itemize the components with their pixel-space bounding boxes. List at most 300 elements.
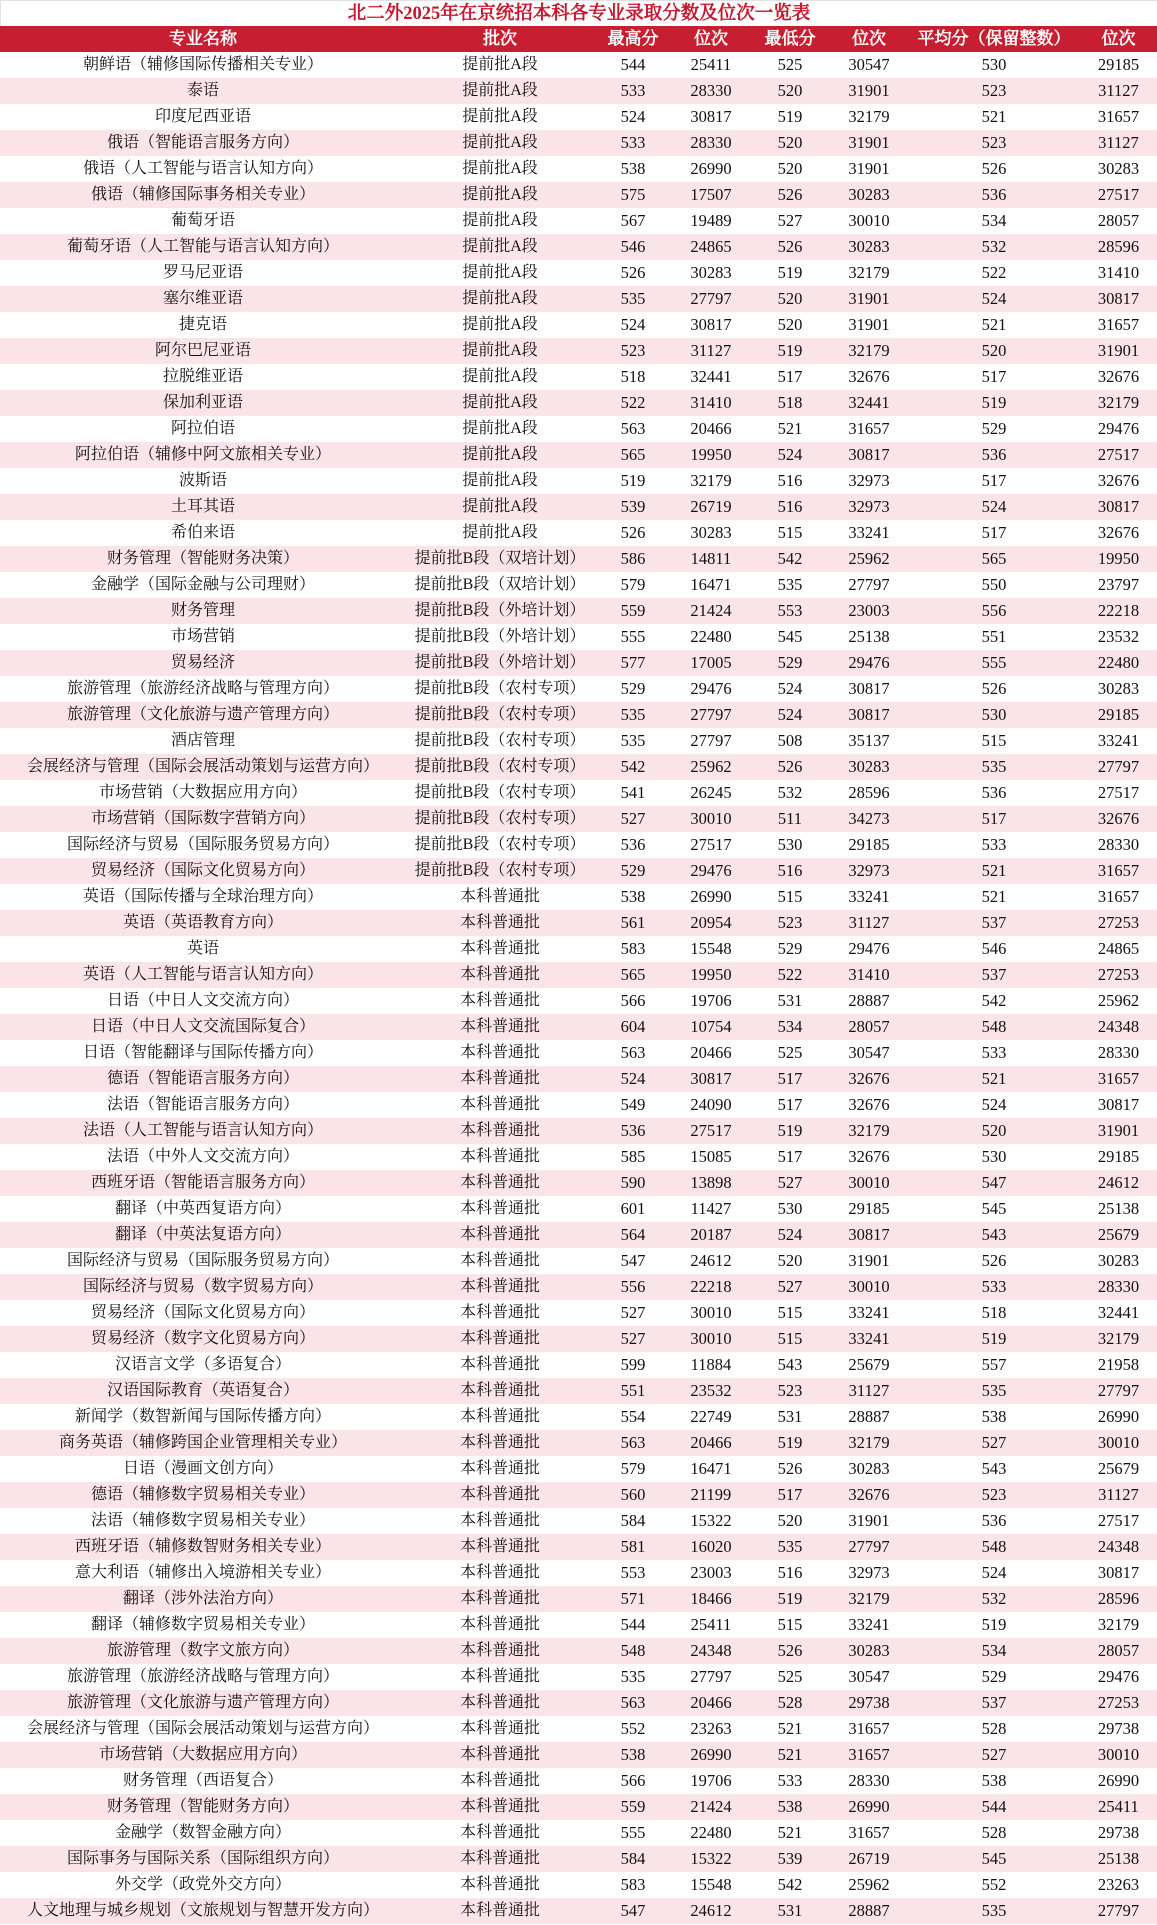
cell-major: 保加利亚语 [162, 394, 243, 411]
cell-avg-score: 545 [981, 1849, 1007, 1868]
cell-major: 印度尼西亚语 [154, 108, 251, 125]
cell-max-score: 566 [620, 1771, 646, 1790]
cell-max-score: 542 [620, 757, 646, 776]
cell-min-score: 519 [777, 1433, 803, 1452]
cell-min-score: 516 [777, 497, 803, 516]
table-row [0, 1846, 1157, 1872]
table-row [0, 338, 1157, 364]
page-title: 北二外2025年在京统招本科各专业录取分数及位次一览表 [0, 0, 1157, 26]
cell-min-score: 530 [777, 835, 803, 854]
cell-max-rank: 22749 [690, 1407, 732, 1426]
table-row [0, 624, 1157, 650]
cell-batch: 提前批A段 [462, 160, 538, 177]
cell-avg-score: 533 [981, 1277, 1007, 1296]
cell-avg-score: 535 [981, 1381, 1007, 1400]
cell-major: 法语（智能语言服务方向） [106, 1096, 299, 1113]
cell-batch: 本科普通批 [459, 1564, 540, 1581]
cell-avg-rank: 31657 [1097, 315, 1140, 334]
cell-avg-score: 521 [981, 315, 1007, 334]
cell-min-rank: 30817 [848, 705, 890, 724]
cell-max-rank: 25962 [690, 757, 732, 776]
cell-avg-rank: 24348 [1097, 1537, 1140, 1556]
cell-max-rank: 27797 [690, 289, 732, 308]
column-header-major: 专业名称 [169, 29, 237, 48]
cell-max-rank: 16471 [690, 575, 732, 594]
cell-batch: 提前批B段（农村专项） [414, 680, 586, 697]
cell-min-rank: 29738 [848, 1693, 890, 1712]
cell-major: 拉脱维亚语 [162, 368, 243, 385]
cell-batch: 本科普通批 [459, 1408, 540, 1425]
cell-max-rank: 20466 [690, 419, 732, 438]
cell-avg-rank: 29476 [1097, 419, 1140, 438]
cell-avg-rank: 28330 [1097, 1043, 1140, 1062]
cell-avg-rank: 29738 [1097, 1719, 1140, 1738]
cell-max-score: 519 [620, 471, 646, 490]
cell-min-score: 533 [777, 1771, 803, 1790]
cell-avg-rank: 31657 [1097, 887, 1140, 906]
cell-avg-score: 551 [981, 627, 1007, 646]
cell-avg-rank: 19950 [1097, 549, 1140, 568]
cell-max-score: 547 [620, 1901, 646, 1920]
cell-max-score: 535 [620, 1667, 646, 1686]
cell-batch: 提前批B段（外培计划） [414, 602, 586, 619]
table-row [0, 832, 1157, 858]
cell-max-score: 563 [620, 419, 646, 438]
table-row [0, 390, 1157, 416]
cell-batch: 本科普通批 [459, 1018, 540, 1035]
cell-min-rank: 32973 [848, 1563, 890, 1582]
cell-batch: 本科普通批 [459, 1746, 540, 1763]
cell-min-rank: 31901 [848, 315, 890, 334]
cell-avg-score: 565 [981, 549, 1007, 568]
table-row [0, 234, 1157, 260]
cell-major: 旅游管理（旅游经济战略与管理方向） [66, 1668, 339, 1685]
cell-avg-rank: 28596 [1097, 1589, 1140, 1608]
table-row [0, 260, 1157, 286]
cell-min-score: 519 [777, 107, 803, 126]
cell-min-rank: 32676 [848, 1147, 890, 1166]
cell-batch: 提前批B段（农村专项） [414, 810, 586, 827]
cell-avg-score: 548 [981, 1017, 1007, 1036]
cell-avg-score: 521 [981, 107, 1007, 126]
cell-max-rank: 27797 [690, 1667, 732, 1686]
cell-batch: 提前批A段 [462, 238, 538, 255]
cell-avg-score: 534 [981, 1641, 1007, 1660]
table-row [0, 1560, 1157, 1586]
cell-min-rank: 32676 [848, 1069, 890, 1088]
cell-major: 塞尔维亚语 [162, 290, 243, 307]
table-row [0, 962, 1157, 988]
cell-max-rank: 30817 [690, 315, 732, 334]
table-row [0, 208, 1157, 234]
cell-avg-score: 528 [981, 1719, 1007, 1738]
table-row [0, 1872, 1157, 1898]
cell-min-score: 519 [777, 341, 803, 360]
column-header-max-score: 最高分 [607, 29, 659, 48]
cell-major: 罗马尼亚语 [162, 264, 243, 281]
table-row [0, 1066, 1157, 1092]
cell-min-score: 539 [777, 1849, 803, 1868]
cell-batch: 本科普通批 [459, 1356, 540, 1373]
cell-min-rank: 31901 [848, 1511, 890, 1530]
cell-major: 西班牙语（辅修数智财务相关专业） [74, 1538, 331, 1555]
cell-major: 国际经济与贸易（国际服务贸易方向） [66, 836, 339, 853]
cell-max-rank: 13898 [690, 1173, 732, 1192]
cell-max-score: 571 [620, 1589, 646, 1608]
table-row [0, 1326, 1157, 1352]
table-row [0, 52, 1157, 78]
cell-avg-rank: 28057 [1097, 1641, 1140, 1660]
cell-max-rank: 11427 [690, 1199, 732, 1218]
table-row [0, 78, 1157, 104]
cell-max-score: 604 [620, 1017, 646, 1036]
cell-major: 日语（智能翻译与国际传播方向） [82, 1044, 323, 1061]
cell-batch: 提前批B段（农村专项） [414, 784, 586, 801]
cell-major: 俄语（辅修国际事务相关专业） [90, 186, 315, 203]
cell-min-score: 542 [777, 549, 803, 568]
cell-min-rank: 26719 [848, 1849, 890, 1868]
cell-major: 波斯语 [178, 472, 227, 489]
cell-max-rank: 20466 [690, 1043, 732, 1062]
cell-batch: 提前批A段 [462, 316, 538, 333]
cell-avg-score: 517 [981, 471, 1007, 490]
cell-max-rank: 32441 [690, 367, 732, 386]
cell-batch: 本科普通批 [459, 1304, 540, 1321]
cell-major: 翻译（中英法复语方向） [114, 1226, 291, 1243]
cell-min-rank: 32179 [848, 1433, 890, 1452]
cell-max-score: 561 [620, 913, 646, 932]
cell-min-rank: 32179 [848, 107, 890, 126]
cell-avg-rank: 22480 [1097, 653, 1140, 672]
cell-avg-rank: 29476 [1097, 1667, 1140, 1686]
cell-min-score: 516 [777, 471, 803, 490]
cell-min-rank: 30283 [848, 237, 890, 256]
cell-max-rank: 30010 [690, 1329, 732, 1348]
cell-batch: 本科普通批 [459, 940, 540, 957]
cell-max-score: 586 [620, 549, 646, 568]
cell-max-score: 567 [620, 211, 646, 230]
cell-batch: 提前批B段（外培计划） [414, 628, 586, 645]
cell-min-rank: 30547 [848, 55, 890, 74]
cell-min-score: 526 [777, 185, 803, 204]
table-row [0, 1404, 1157, 1430]
cell-major: 阿拉伯语（辅修中阿文旅相关专业） [74, 446, 331, 463]
cell-major: 酒店管理 [170, 732, 235, 749]
cell-max-score: 584 [620, 1511, 646, 1530]
cell-avg-score: 524 [981, 497, 1007, 516]
cell-avg-score: 550 [981, 575, 1007, 594]
cell-min-rank: 29476 [848, 939, 890, 958]
cell-min-score: 515 [777, 1303, 803, 1322]
cell-avg-score: 515 [981, 731, 1007, 750]
cell-batch: 提前批A段 [462, 368, 538, 385]
cell-major: 法语（人工智能与语言认知方向） [82, 1122, 323, 1139]
cell-avg-rank: 26990 [1097, 1771, 1140, 1790]
cell-max-rank: 15322 [690, 1849, 732, 1868]
cell-min-rank: 32973 [848, 497, 890, 516]
cell-batch: 提前批A段 [462, 394, 538, 411]
cell-min-rank: 28596 [848, 783, 890, 802]
cell-avg-score: 536 [981, 445, 1007, 464]
table-row [0, 1742, 1157, 1768]
cell-min-rank: 28057 [848, 1017, 890, 1036]
cell-min-rank: 28887 [848, 991, 890, 1010]
table-body [0, 52, 1157, 1924]
cell-max-score: 527 [620, 809, 646, 828]
cell-batch: 本科普通批 [459, 992, 540, 1009]
cell-min-score: 522 [777, 965, 803, 984]
cell-avg-score: 556 [981, 601, 1007, 620]
table-row [0, 858, 1157, 884]
cell-major: 财务管理 [170, 602, 235, 619]
table-row [0, 884, 1157, 910]
cell-batch: 本科普通批 [459, 1382, 540, 1399]
cell-max-rank: 19950 [690, 965, 732, 984]
cell-major: 国际经济与贸易（国际服务贸易方向） [66, 1252, 339, 1269]
cell-max-score: 546 [620, 237, 646, 256]
cell-max-rank: 20954 [690, 913, 732, 932]
table-row [0, 1092, 1157, 1118]
cell-max-rank: 26719 [690, 497, 732, 516]
cell-avg-score: 543 [981, 1459, 1007, 1478]
cell-min-rank: 31901 [848, 81, 890, 100]
cell-max-rank: 27797 [690, 731, 732, 750]
cell-batch: 提前批B段（农村专项） [414, 758, 586, 775]
cell-avg-rank: 27517 [1097, 1511, 1140, 1530]
cell-avg-rank: 30817 [1097, 1563, 1140, 1582]
cell-avg-score: 532 [981, 1589, 1007, 1608]
table-row [0, 1170, 1157, 1196]
cell-min-score: 542 [777, 1875, 803, 1894]
cell-batch: 提前批A段 [462, 420, 538, 437]
cell-major: 市场营销（国际数字营销方向） [90, 810, 315, 827]
cell-min-score: 532 [777, 783, 803, 802]
cell-min-rank: 30010 [848, 211, 890, 230]
cell-major: 法语（辅修数字贸易相关专业） [90, 1512, 315, 1529]
cell-major: 国际事务与国际关系（国际组织方向） [66, 1850, 339, 1867]
cell-major: 英语（英语教育方向） [122, 914, 283, 931]
cell-max-score: 551 [620, 1381, 646, 1400]
cell-batch: 提前批B段（双培计划） [414, 576, 586, 593]
cell-max-rank: 22480 [690, 627, 732, 646]
cell-avg-score: 517 [981, 523, 1007, 542]
cell-max-score: 524 [620, 1069, 646, 1088]
cell-major: 金融学（国际金融与公司理财） [90, 576, 315, 593]
cell-max-score: 581 [620, 1537, 646, 1556]
cell-avg-score: 530 [981, 705, 1007, 724]
cell-major: 财务管理（西语复合） [122, 1772, 283, 1789]
table-header [0, 26, 1157, 52]
cell-avg-rank: 24865 [1097, 939, 1140, 958]
cell-batch: 提前批A段 [462, 342, 538, 359]
cell-avg-score: 521 [981, 861, 1007, 880]
cell-max-score: 539 [620, 497, 646, 516]
cell-min-rank: 25962 [848, 1875, 890, 1894]
cell-min-rank: 31127 [848, 1381, 890, 1400]
cell-max-rank: 31127 [690, 341, 732, 360]
cell-min-rank: 32441 [848, 393, 890, 412]
cell-avg-score: 555 [981, 653, 1007, 672]
cell-min-score: 553 [777, 601, 803, 620]
cell-major: 翻译（中英西复语方向） [114, 1200, 291, 1217]
cell-min-rank: 33241 [848, 1329, 890, 1348]
cell-avg-rank: 25679 [1097, 1459, 1140, 1478]
cell-major: 旅游管理（文化旅游与遗产管理方向） [66, 706, 339, 723]
cell-min-rank: 33241 [848, 887, 890, 906]
cell-max-score: 555 [620, 1823, 646, 1842]
cell-min-rank: 31657 [848, 1745, 890, 1764]
table-row [0, 1612, 1157, 1638]
cell-min-score: 538 [777, 1797, 803, 1816]
cell-avg-rank: 22218 [1097, 601, 1140, 620]
table-row [0, 364, 1157, 390]
cell-major: 日语（中日人文交流国际复合） [90, 1018, 315, 1035]
cell-min-rank: 30283 [848, 1641, 890, 1660]
cell-min-rank: 30547 [848, 1043, 890, 1062]
cell-max-rank: 18466 [690, 1589, 732, 1608]
cell-batch: 本科普通批 [459, 1720, 540, 1737]
cell-max-rank: 21199 [690, 1485, 732, 1504]
cell-avg-rank: 32441 [1097, 1303, 1140, 1322]
cell-max-score: 538 [620, 159, 646, 178]
cell-max-score: 566 [620, 991, 646, 1010]
cell-max-score: 533 [620, 81, 646, 100]
table-row [0, 1352, 1157, 1378]
cell-min-score: 527 [777, 211, 803, 230]
table-row [0, 1248, 1157, 1274]
table-row [0, 572, 1157, 598]
cell-max-score: 535 [620, 289, 646, 308]
cell-avg-score: 535 [981, 1901, 1007, 1920]
cell-avg-rank: 23532 [1097, 627, 1140, 646]
table-row [0, 546, 1157, 572]
cell-avg-rank: 30010 [1097, 1745, 1140, 1764]
cell-min-score: 516 [777, 861, 803, 880]
cell-avg-rank: 29185 [1097, 55, 1140, 74]
cell-avg-rank: 25962 [1097, 991, 1140, 1010]
cell-major: 德语（辅修数字贸易相关专业） [90, 1486, 315, 1503]
cell-max-score: 599 [620, 1355, 646, 1374]
cell-avg-score: 535 [981, 757, 1007, 776]
cell-min-score: 531 [777, 991, 803, 1010]
cell-min-rank: 27797 [848, 1537, 890, 1556]
cell-avg-rank: 30817 [1097, 289, 1140, 308]
cell-min-rank: 30283 [848, 1459, 890, 1478]
cell-avg-score: 524 [981, 1095, 1007, 1114]
cell-major: 捷克语 [178, 316, 227, 333]
cell-max-rank: 26990 [690, 1745, 732, 1764]
cell-avg-score: 530 [981, 1147, 1007, 1166]
cell-avg-score: 532 [981, 237, 1007, 256]
cell-avg-rank: 32676 [1097, 809, 1140, 828]
cell-avg-score: 519 [981, 1329, 1007, 1348]
cell-max-rank: 15085 [690, 1147, 732, 1166]
cell-max-rank: 19489 [690, 211, 732, 230]
cell-min-rank: 25138 [848, 627, 890, 646]
cell-min-rank: 28330 [848, 1771, 890, 1790]
cell-major: 英语（国际传播与全球治理方向） [82, 888, 323, 905]
cell-batch: 提前批A段 [462, 82, 538, 99]
cell-min-score: 519 [777, 1589, 803, 1608]
cell-min-score: 530 [777, 1199, 803, 1218]
cell-avg-rank: 25138 [1097, 1199, 1140, 1218]
cell-avg-rank: 30283 [1097, 679, 1140, 698]
cell-min-score: 526 [777, 1459, 803, 1478]
cell-max-score: 560 [620, 1485, 646, 1504]
table-row [0, 104, 1157, 130]
cell-avg-rank: 27517 [1097, 445, 1140, 464]
table-row [0, 494, 1157, 520]
cell-min-score: 535 [777, 1537, 803, 1556]
cell-min-rank: 32179 [848, 341, 890, 360]
table-row [0, 1482, 1157, 1508]
cell-max-rank: 10754 [690, 1017, 732, 1036]
cell-min-rank: 32179 [848, 263, 890, 282]
cell-major: 阿尔巴尼亚语 [154, 342, 251, 359]
table-row [0, 1638, 1157, 1664]
cell-max-rank: 15322 [690, 1511, 732, 1530]
table-row [0, 1534, 1157, 1560]
cell-max-rank: 23263 [690, 1719, 732, 1738]
cell-avg-rank: 27517 [1097, 185, 1140, 204]
cell-avg-rank: 32179 [1097, 1329, 1140, 1348]
cell-major: 日语（漫画文创方向） [122, 1460, 283, 1477]
cell-avg-score: 546 [981, 939, 1007, 958]
cell-avg-score: 528 [981, 1823, 1007, 1842]
cell-avg-score: 523 [981, 81, 1007, 100]
cell-min-rank: 32973 [848, 861, 890, 880]
cell-max-score: 563 [620, 1693, 646, 1712]
cell-min-rank: 35137 [848, 731, 890, 750]
cell-major: 新闻学（数智新闻与国际传播方向） [74, 1408, 331, 1425]
cell-avg-rank: 25411 [1098, 1797, 1139, 1816]
cell-min-rank: 32179 [848, 1589, 890, 1608]
cell-avg-score: 536 [981, 783, 1007, 802]
cell-avg-score: 530 [981, 55, 1007, 74]
cell-batch: 本科普通批 [459, 1694, 540, 1711]
cell-avg-score: 518 [981, 1303, 1007, 1322]
cell-major: 汉语国际教育（英语复合） [106, 1382, 299, 1399]
cell-min-score: 523 [777, 1381, 803, 1400]
cell-min-score: 524 [777, 705, 803, 724]
table-row [0, 1456, 1157, 1482]
cell-avg-score: 536 [981, 185, 1007, 204]
cell-max-score: 556 [620, 1277, 646, 1296]
cell-min-rank: 26990 [848, 1797, 890, 1816]
cell-max-rank: 19706 [690, 991, 732, 1010]
cell-avg-rank: 24612 [1097, 1173, 1140, 1192]
cell-max-rank: 17005 [690, 653, 732, 672]
cell-max-score: 563 [620, 1433, 646, 1452]
cell-min-score: 518 [777, 393, 803, 412]
cell-major: 翻译（涉外法治方向） [122, 1590, 283, 1607]
table-row [0, 1586, 1157, 1612]
cell-avg-score: 524 [981, 1563, 1007, 1582]
cell-max-score: 577 [620, 653, 646, 672]
cell-max-score: 549 [620, 1095, 646, 1114]
cell-max-score: 579 [620, 575, 646, 594]
cell-avg-score: 523 [981, 1485, 1007, 1504]
cell-batch: 本科普通批 [459, 966, 540, 983]
cell-batch: 本科普通批 [459, 888, 540, 905]
cell-min-score: 525 [777, 1043, 803, 1062]
table-row [0, 1222, 1157, 1248]
cell-major: 旅游管理（旅游经济战略与管理方向） [66, 680, 339, 697]
cell-min-score: 520 [777, 1511, 803, 1530]
cell-major: 阿拉伯语 [170, 420, 235, 437]
cell-avg-rank: 30010 [1097, 1433, 1140, 1452]
cell-avg-score: 526 [981, 1251, 1007, 1270]
